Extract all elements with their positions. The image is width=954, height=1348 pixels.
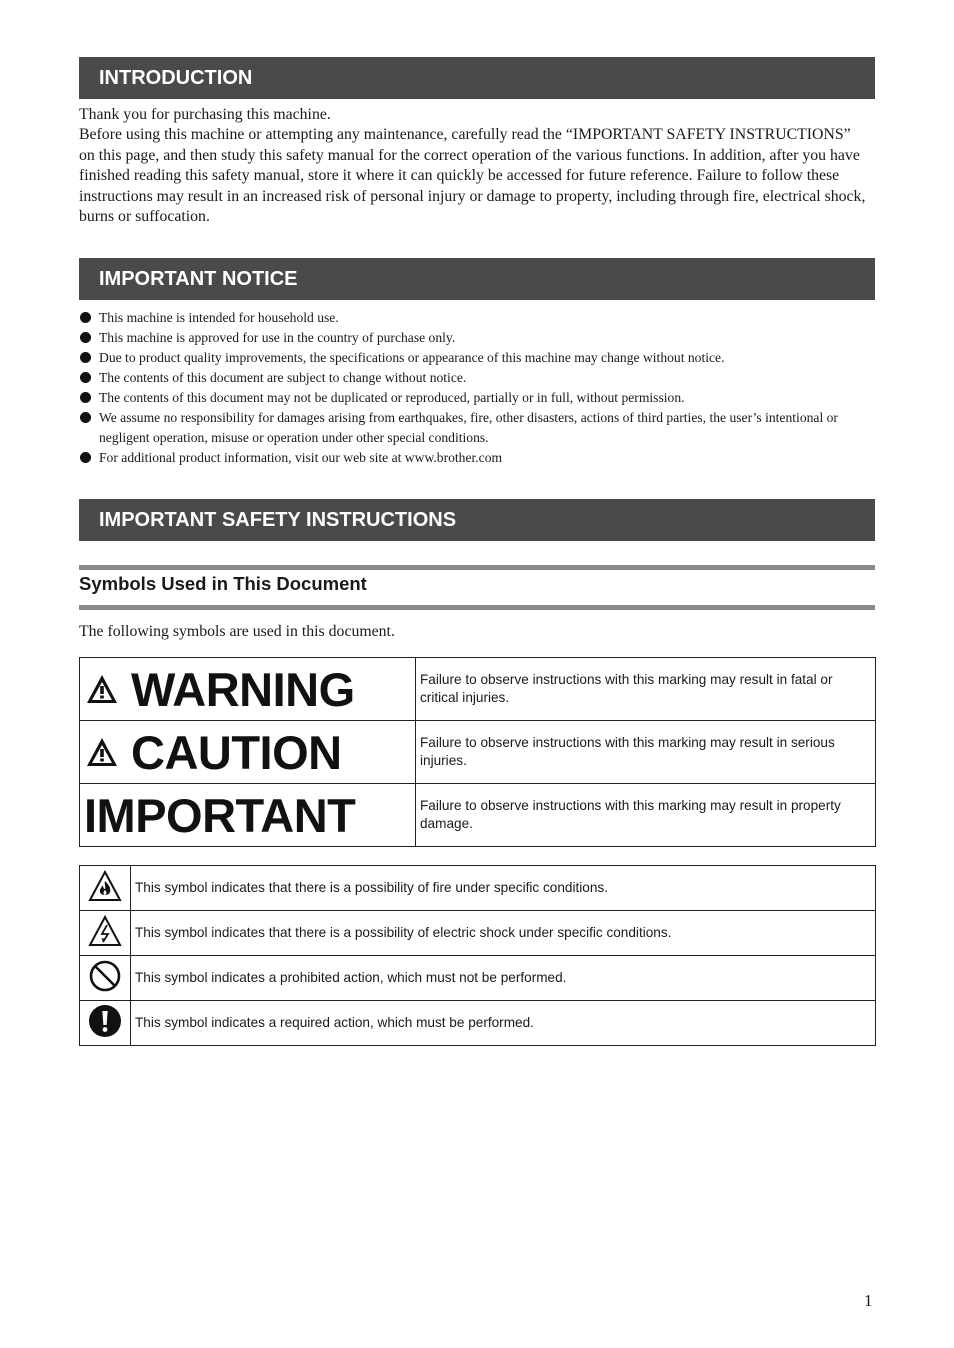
bullet-icon [80, 312, 91, 323]
prohibited-symbol-description: This symbol indicates a prohibited action, which must not be performed. [131, 956, 876, 1001]
warning-triangle-icon [85, 736, 119, 768]
table-row [80, 1001, 876, 1046]
page-number: 1 [864, 1291, 873, 1310]
symbols-lead-text: The following symbols are used in this document. [79, 623, 395, 640]
introduction-text [79, 105, 869, 227]
notice-item: Due to product quality improvements, the specifications or appearance of this machine may change without notice. [79, 348, 875, 368]
electric-shock-icon [88, 915, 122, 947]
subheading-bottom-rule [79, 605, 875, 610]
safety-instructions-heading: IMPORTANT SAFETY INSTRUCTIONS [79, 499, 875, 541]
symbol-table [79, 865, 876, 1046]
bullet-icon [80, 372, 91, 383]
electric-shock-symbol-description: This symbol indicates that there is a possibility of electric shock under specific conditions. [131, 911, 876, 956]
bullet-icon [80, 332, 91, 343]
table-row [80, 911, 876, 956]
bullet-icon [80, 352, 91, 363]
subheading-top-rule [79, 565, 875, 570]
notice-item: We assume no responsibility for damages arising from earthquakes, fire, other disasters, actions of third parties, the user’s intentional or negligent operation, misuse or operation under other special conditions. [79, 408, 875, 448]
bullet-icon [80, 452, 91, 463]
required-action-symbol-description: This symbol indicates a required action, which must be performed. [131, 1001, 876, 1046]
introduction-thanks: Thank you for purchasing this machine. [79, 106, 331, 123]
warning-label: WARNING [80, 662, 415, 717]
notice-item: For additional product information, visit our web site at www.brother.com [79, 448, 875, 468]
warning-triangle-icon [85, 673, 119, 705]
bullet-icon [80, 412, 91, 423]
warning-description: Failure to observe instructions with this marking may result in fatal or critical injuries. [416, 658, 876, 721]
notice-item: The contents of this document are subject to change without notice. [79, 368, 875, 388]
table-row [80, 866, 876, 911]
signal-word-table [79, 657, 876, 847]
notice-item: The contents of this document may not be duplicated or reproduced, partially or in full, without permission. [79, 388, 875, 408]
table-row [80, 721, 876, 784]
introduction-heading: INTRODUCTION [79, 57, 875, 99]
important-label: IMPORTANT [84, 788, 356, 842]
table-row [80, 956, 876, 1001]
notice-item: This machine is intended for household use. [79, 308, 875, 328]
notice-list [79, 308, 875, 468]
prohibited-icon [88, 959, 122, 993]
caution-label: CAUTION [80, 725, 415, 780]
bullet-icon [80, 392, 91, 403]
symbols-subheading: Symbols Used in This Document [79, 573, 367, 594]
introduction-paragraph: Before using this machine or attempting any maintenance, carefully read the “IMPORTANT SAFETY INSTRUCTIONS” on this page, and then study this safety manual for the correct operation of the various functions. In addition, after you have finished reading this safety manual, store it where it can quickly be accessed for future reference. Failure to follow these instructions may result in an increased risk of personal injury or damage to property, including through fire, electrical shock, burns or suffocation. [79, 126, 866, 226]
required-action-icon [88, 1004, 122, 1038]
important-description: Failure to observe instructions with this marking may result in property damage. [416, 784, 876, 847]
fire-hazard-icon [88, 870, 122, 902]
table-row [80, 658, 876, 721]
table-row [80, 784, 876, 847]
important-notice-heading: IMPORTANT NOTICE [79, 258, 875, 300]
notice-item: This machine is approved for use in the country of purchase only. [79, 328, 875, 348]
caution-description: Failure to observe instructions with this marking may result in serious injuries. [416, 721, 876, 784]
fire-symbol-description: This symbol indicates that there is a possibility of fire under specific conditions. [131, 866, 876, 911]
